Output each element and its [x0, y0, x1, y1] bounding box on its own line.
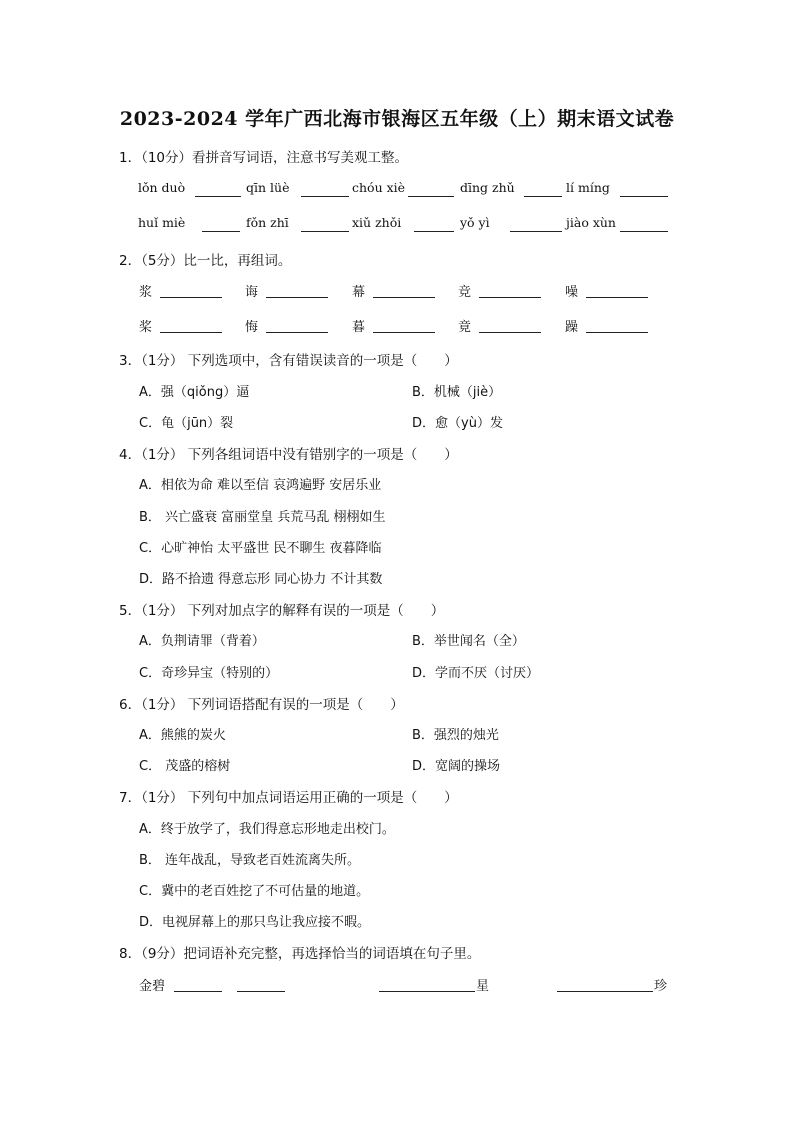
char-item: 悔	[245, 320, 259, 335]
pinyin-item: qīn lüè	[246, 180, 290, 195]
answer-blank[interactable]	[510, 217, 562, 232]
question-1-stem: 1．（10分）看拼音写词语，注意书写美观工整。	[119, 150, 409, 166]
option-d[interactable]: D．宽阔的操场	[412, 759, 501, 774]
char-item: 诲	[245, 285, 259, 300]
pinyin-item: fǒn zhī	[246, 215, 289, 230]
option-d[interactable]: D．电视屏幕上的那只鸟让我应接不暇。	[139, 915, 371, 930]
answer-blank[interactable]	[266, 318, 328, 333]
option-c[interactable]: C．奇珍异宝（特别的）	[139, 666, 279, 681]
char-item: 竟	[458, 320, 472, 335]
question-4-stem: 4．（1分） 下列各组词语中没有错别字的一项是（ ）	[119, 447, 458, 463]
option-c[interactable]: C．龟（jūn）裂	[139, 416, 234, 431]
idiom-suffix: 星	[476, 979, 490, 994]
question-7-stem: 7．（1分） 下列句中加点词语运用正确的一项是（ ）	[119, 790, 458, 806]
answer-blank[interactable]	[586, 318, 648, 333]
exam-title: 2023-2024 学年广西北海市银海区五年级（上）期末语文试卷	[119, 108, 675, 130]
answer-blank[interactable]	[373, 283, 435, 298]
answer-blank[interactable]	[174, 977, 222, 992]
option-c[interactable]: C．冀中的老百姓挖了不可估量的地道。	[139, 884, 370, 899]
question-6-stem: 6．（1分） 下列词语搭配有误的一项是（ ）	[119, 697, 404, 713]
option-d[interactable]: D．路不拾遗 得意忘形 同心协力 不计其数	[139, 572, 383, 587]
answer-blank[interactable]	[557, 977, 653, 992]
option-d[interactable]: D．愈（yù）发	[412, 416, 503, 431]
pinyin-item: lǒn duò	[138, 180, 186, 195]
option-b[interactable]: B．强烈的烛光	[412, 728, 499, 743]
pinyin-item: xiǔ zhǒi	[352, 215, 402, 230]
idiom-prefix: 金碧	[139, 979, 166, 994]
option-c[interactable]: C． 茂盛的榕树	[139, 759, 231, 774]
option-a[interactable]: A．负荆请罪（背着）	[139, 634, 265, 649]
option-b[interactable]: B．机械（jiè）	[412, 385, 502, 400]
char-item: 竞	[458, 285, 472, 300]
answer-blank[interactable]	[379, 977, 475, 992]
option-a[interactable]: A．熊熊的炭火	[139, 728, 226, 743]
answer-blank[interactable]	[414, 217, 454, 232]
question-8-stem: 8．（9分）把词语补充完整，再选择恰当的词语填在句子里。	[119, 946, 481, 962]
char-item: 躁	[565, 320, 579, 335]
pinyin-item: lí míng	[566, 180, 610, 195]
answer-blank[interactable]	[408, 182, 454, 197]
answer-blank[interactable]	[620, 217, 668, 232]
question-2-stem: 2．（5分）比一比，再组词。	[119, 253, 292, 269]
option-b[interactable]: B．举世闻名（全）	[412, 634, 525, 649]
char-item: 噪	[565, 285, 579, 300]
answer-blank[interactable]	[373, 318, 435, 333]
answer-blank[interactable]	[237, 977, 285, 992]
char-item: 浆	[139, 285, 153, 300]
option-d[interactable]: D．学而不厌（讨厌）	[412, 666, 540, 681]
answer-blank[interactable]	[620, 182, 668, 197]
answer-blank[interactable]	[586, 283, 648, 298]
answer-blank[interactable]	[479, 283, 541, 298]
answer-blank[interactable]	[301, 217, 349, 232]
answer-blank[interactable]	[160, 318, 222, 333]
answer-blank[interactable]	[160, 283, 222, 298]
char-item: 幕	[352, 285, 366, 300]
pinyin-item: yǒ yì	[460, 215, 490, 230]
answer-blank[interactable]	[266, 283, 328, 298]
option-a[interactable]: A．相依为命 难以至信 哀鸿遍野 安居乐业	[139, 478, 382, 493]
pinyin-item: dīng zhǔ	[460, 180, 515, 195]
pinyin-item: chóu xiè	[352, 180, 406, 195]
answer-blank[interactable]	[195, 182, 241, 197]
char-item: 暮	[352, 320, 366, 335]
option-c[interactable]: C．心旷神怡 太平盛世 民不聊生 夜暮降临	[139, 541, 382, 556]
answer-blank[interactable]	[301, 182, 349, 197]
pinyin-item: huǐ miè	[138, 215, 186, 230]
answer-blank[interactable]	[479, 318, 541, 333]
option-a[interactable]: A．终于放学了，我们得意忘形地走出校门。	[139, 822, 395, 837]
idiom-suffix: 珍	[654, 979, 668, 994]
char-item: 桨	[139, 320, 153, 335]
question-5-stem: 5．（1分） 下列对加点字的解释有误的一项是（ ）	[119, 603, 445, 619]
option-b[interactable]: B． 兴亡盛衰 富丽堂皇 兵荒马乱 栩栩如生	[139, 510, 386, 525]
answer-blank[interactable]	[524, 182, 562, 197]
option-b[interactable]: B． 连年战乱，导致老百姓流离失所。	[139, 853, 361, 868]
question-3-stem: 3．（1分） 下列选项中，含有错误读音的一项是（ ）	[119, 353, 458, 369]
option-a[interactable]: A．强（qiǒng）逼	[139, 385, 250, 400]
pinyin-item: jiào xùn	[566, 215, 616, 230]
answer-blank[interactable]	[202, 217, 240, 232]
